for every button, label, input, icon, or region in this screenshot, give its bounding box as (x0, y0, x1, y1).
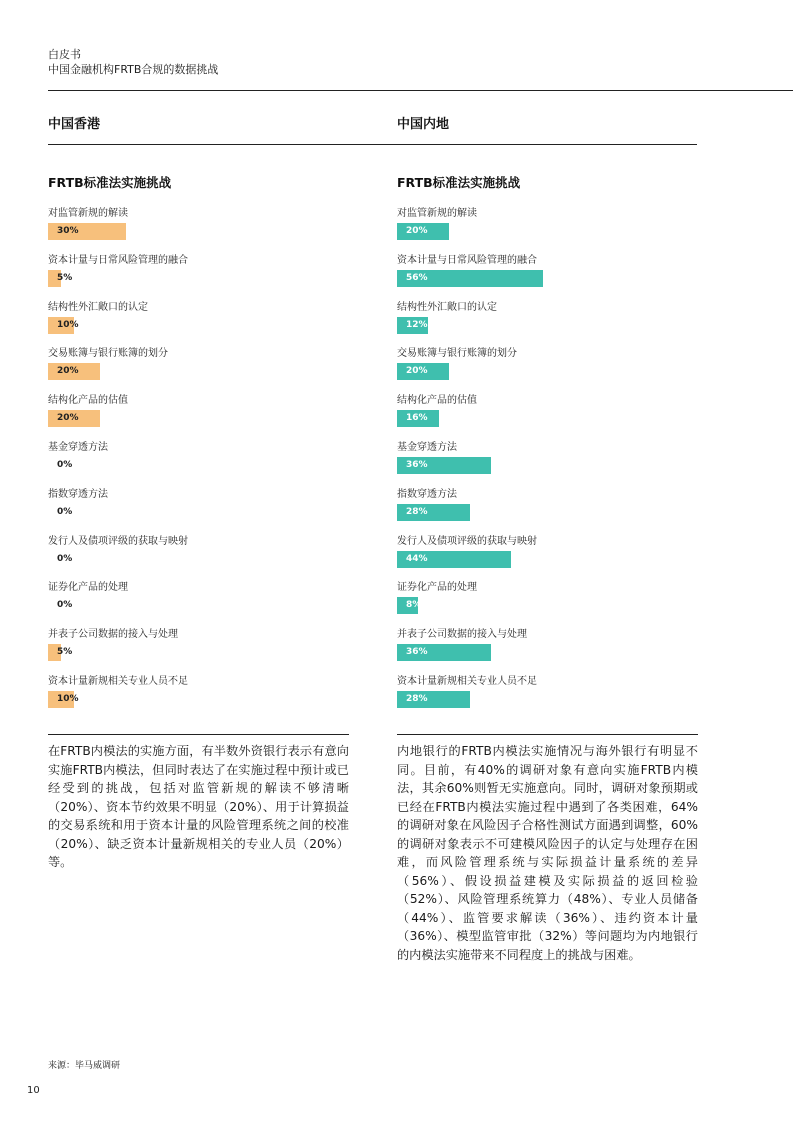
bar-value-label: 20% (57, 413, 79, 424)
bar-track (397, 644, 697, 661)
bar-value-label: 10% (57, 319, 79, 330)
bar-track (48, 223, 348, 240)
source-note: 来源：毕马威调研 (48, 1061, 121, 1071)
bar-value-label: 10% (57, 694, 79, 704)
chart-item-hk (48, 675, 348, 708)
bar-track (397, 270, 697, 287)
bar-track (48, 317, 348, 334)
chart-item-hk (48, 441, 348, 474)
section-title-mainland: FRTB标准法实施挑战 (397, 175, 521, 190)
bar-value-label: 44% (406, 553, 428, 564)
section-title-hk: FRTB标准法实施挑战 (48, 175, 172, 190)
paragraph-divider-left (48, 734, 349, 735)
bar-value-label: 36% (406, 460, 428, 470)
bar-category-label: 资本计量与日常风险管理的融合 (397, 254, 537, 266)
paragraph-hk: 在FRTB内模法的实施方面，有半数外资银行表示有意向实施FRTB内模法，但同时表达了在实施过程中预计或已经受到的挑战，包括对监管新规的解读不够清晰（20%）、资本节约效果不明显（20%）、用于计算损益的交易系统和用于资本计量的风险管理系统之间的校准（20%）、缺乏资本计量新规相关的专业人员（20%）等。 (48, 744, 349, 869)
bar-category-label: 结构化产品的估值 (397, 395, 477, 407)
region-divider (48, 144, 697, 145)
bar-value-label: 0% (57, 600, 73, 611)
page-number: 10 (27, 1085, 40, 1096)
bar-value-label: 0% (57, 460, 73, 470)
region-heading-hk: 中国香港 (48, 117, 101, 132)
bar-value-label: 56% (406, 272, 428, 283)
paragraph-mainland: 内地银行的FRTB内模法实施情况与海外银行有明显不同。目前，有40%的调研对象有意向实施FRTB内模法，其余60%则暂无实施意向。同时，调研对象预期或已经在FRTB内模法实施过程中遇到了各类困难，64%的调研对象在风险因子合格性测试方面遇到调整，60%的调研对象表示不可建模风险因子的认定与处理存在困难，而风险管理系统与实际损益计量系统的差异（56%）、假设损益建模及实际损益的返回检验（52%）、风险管理系统算力（48%）、专业人员储备（44%）、监管要求解读（36%）、违约资本计量（36%）、模型监管审批（32%）等问题均为内地银行的内模法实施带来不同程度上的挑战与困难。 (397, 744, 698, 962)
bar-category-label: 证券化产品的处理 (397, 582, 477, 594)
bar-value-label: 12% (406, 319, 428, 330)
chart-item-hk (48, 488, 348, 521)
chart-item-mainland (397, 488, 697, 521)
bar-track (48, 551, 348, 568)
bar-category-label: 发行人及债项评级的获取与映射 (397, 535, 537, 547)
chart-item-mainland (397, 441, 697, 474)
chart-item-hk (48, 301, 348, 334)
bar-category-label: 并表子公司数据的接入与处理 (397, 629, 527, 641)
chart-item-hk (48, 347, 348, 380)
bar-track (48, 504, 348, 521)
bar-value-label: 36% (406, 647, 428, 658)
bar-value-label: 16% (406, 413, 428, 424)
bar-track (48, 644, 348, 661)
bar-category-label: 发行人及债项评级的获取与映射 (48, 535, 188, 547)
bar-track (397, 551, 697, 568)
bar-category-label: 结构性外汇敞口的认定 (397, 301, 497, 313)
bar-value-label: 8% (406, 600, 422, 611)
bar-track (397, 317, 697, 334)
bar-category-label: 基金穿透方法 (48, 442, 108, 453)
bar-category-label: 对监管新规的解读 (397, 208, 477, 219)
region-heading-mainland: 中国内地 (397, 117, 450, 132)
bar-category-label: 资本计量与日常风险管理的融合 (48, 254, 188, 266)
chart-item-mainland (397, 628, 697, 661)
bar-track (397, 410, 697, 427)
bar-track (397, 457, 697, 474)
bar-category-label: 基金穿透方法 (397, 442, 457, 453)
bar-track (397, 691, 697, 708)
chart-item-mainland (397, 675, 697, 708)
bar-category-label: 证券化产品的处理 (48, 582, 128, 594)
bar-value-label: 20% (57, 366, 79, 377)
chart-item-hk (48, 535, 348, 568)
chart-item-mainland (397, 535, 697, 568)
chart-item-mainland (397, 347, 697, 380)
chart-item-hk (48, 628, 348, 661)
chart-item-mainland (397, 207, 697, 240)
bar-category-label: 并表子公司数据的接入与处理 (48, 629, 178, 641)
bar-value-label: 20% (406, 366, 428, 377)
chart-item-hk (48, 394, 348, 427)
bar-track (48, 270, 348, 287)
bar-track (48, 597, 348, 614)
doc-type-label: 白皮书 (48, 48, 81, 61)
chart-item-mainland (397, 254, 697, 287)
doc-title-label: 中国金融机构FRTB合规的数据挑战 (48, 63, 219, 76)
chart-item-mainland (397, 581, 697, 614)
bar-track (397, 504, 697, 521)
bar-value-label: 28% (406, 506, 428, 517)
bar-track (48, 363, 348, 380)
chart-item-mainland (397, 394, 697, 427)
bar-value-label: 0% (57, 506, 73, 517)
bar-category-label: 指数穿透方法 (48, 488, 108, 500)
bar-category-label: 资本计量新规相关专业人员不足 (397, 676, 537, 687)
bar-category-label: 资本计量新规相关专业人员不足 (48, 676, 188, 687)
bar-category-label: 结构化产品的估值 (48, 395, 128, 407)
bar-category-label: 交易账簿与银行账簿的划分 (397, 348, 517, 360)
bar-track (48, 691, 348, 708)
bar-track (397, 223, 697, 240)
chart-item-hk (48, 581, 348, 614)
bar-category-label: 指数穿透方法 (397, 488, 457, 500)
paragraph-divider-right (397, 734, 698, 735)
chart-item-hk (48, 207, 348, 240)
bar-category-label: 结构性外汇敞口的认定 (48, 301, 148, 313)
chart-item-hk (48, 254, 348, 287)
bar-track (48, 410, 348, 427)
bar-value-label: 5% (57, 272, 73, 283)
bar-value-label: 0% (57, 553, 73, 564)
chart-item-mainland (397, 301, 697, 334)
bar-track (397, 363, 697, 380)
bar-value-label: 30% (57, 226, 79, 236)
bar-track (397, 597, 697, 614)
header-divider (48, 90, 793, 91)
bar-value-label: 5% (57, 647, 73, 658)
bar-value-label: 20% (406, 226, 428, 236)
bar-value-label: 28% (406, 694, 428, 704)
bar-track (48, 457, 348, 474)
bar-category-label: 对监管新规的解读 (48, 208, 128, 219)
bar-category-label: 交易账簿与银行账簿的划分 (48, 348, 168, 360)
